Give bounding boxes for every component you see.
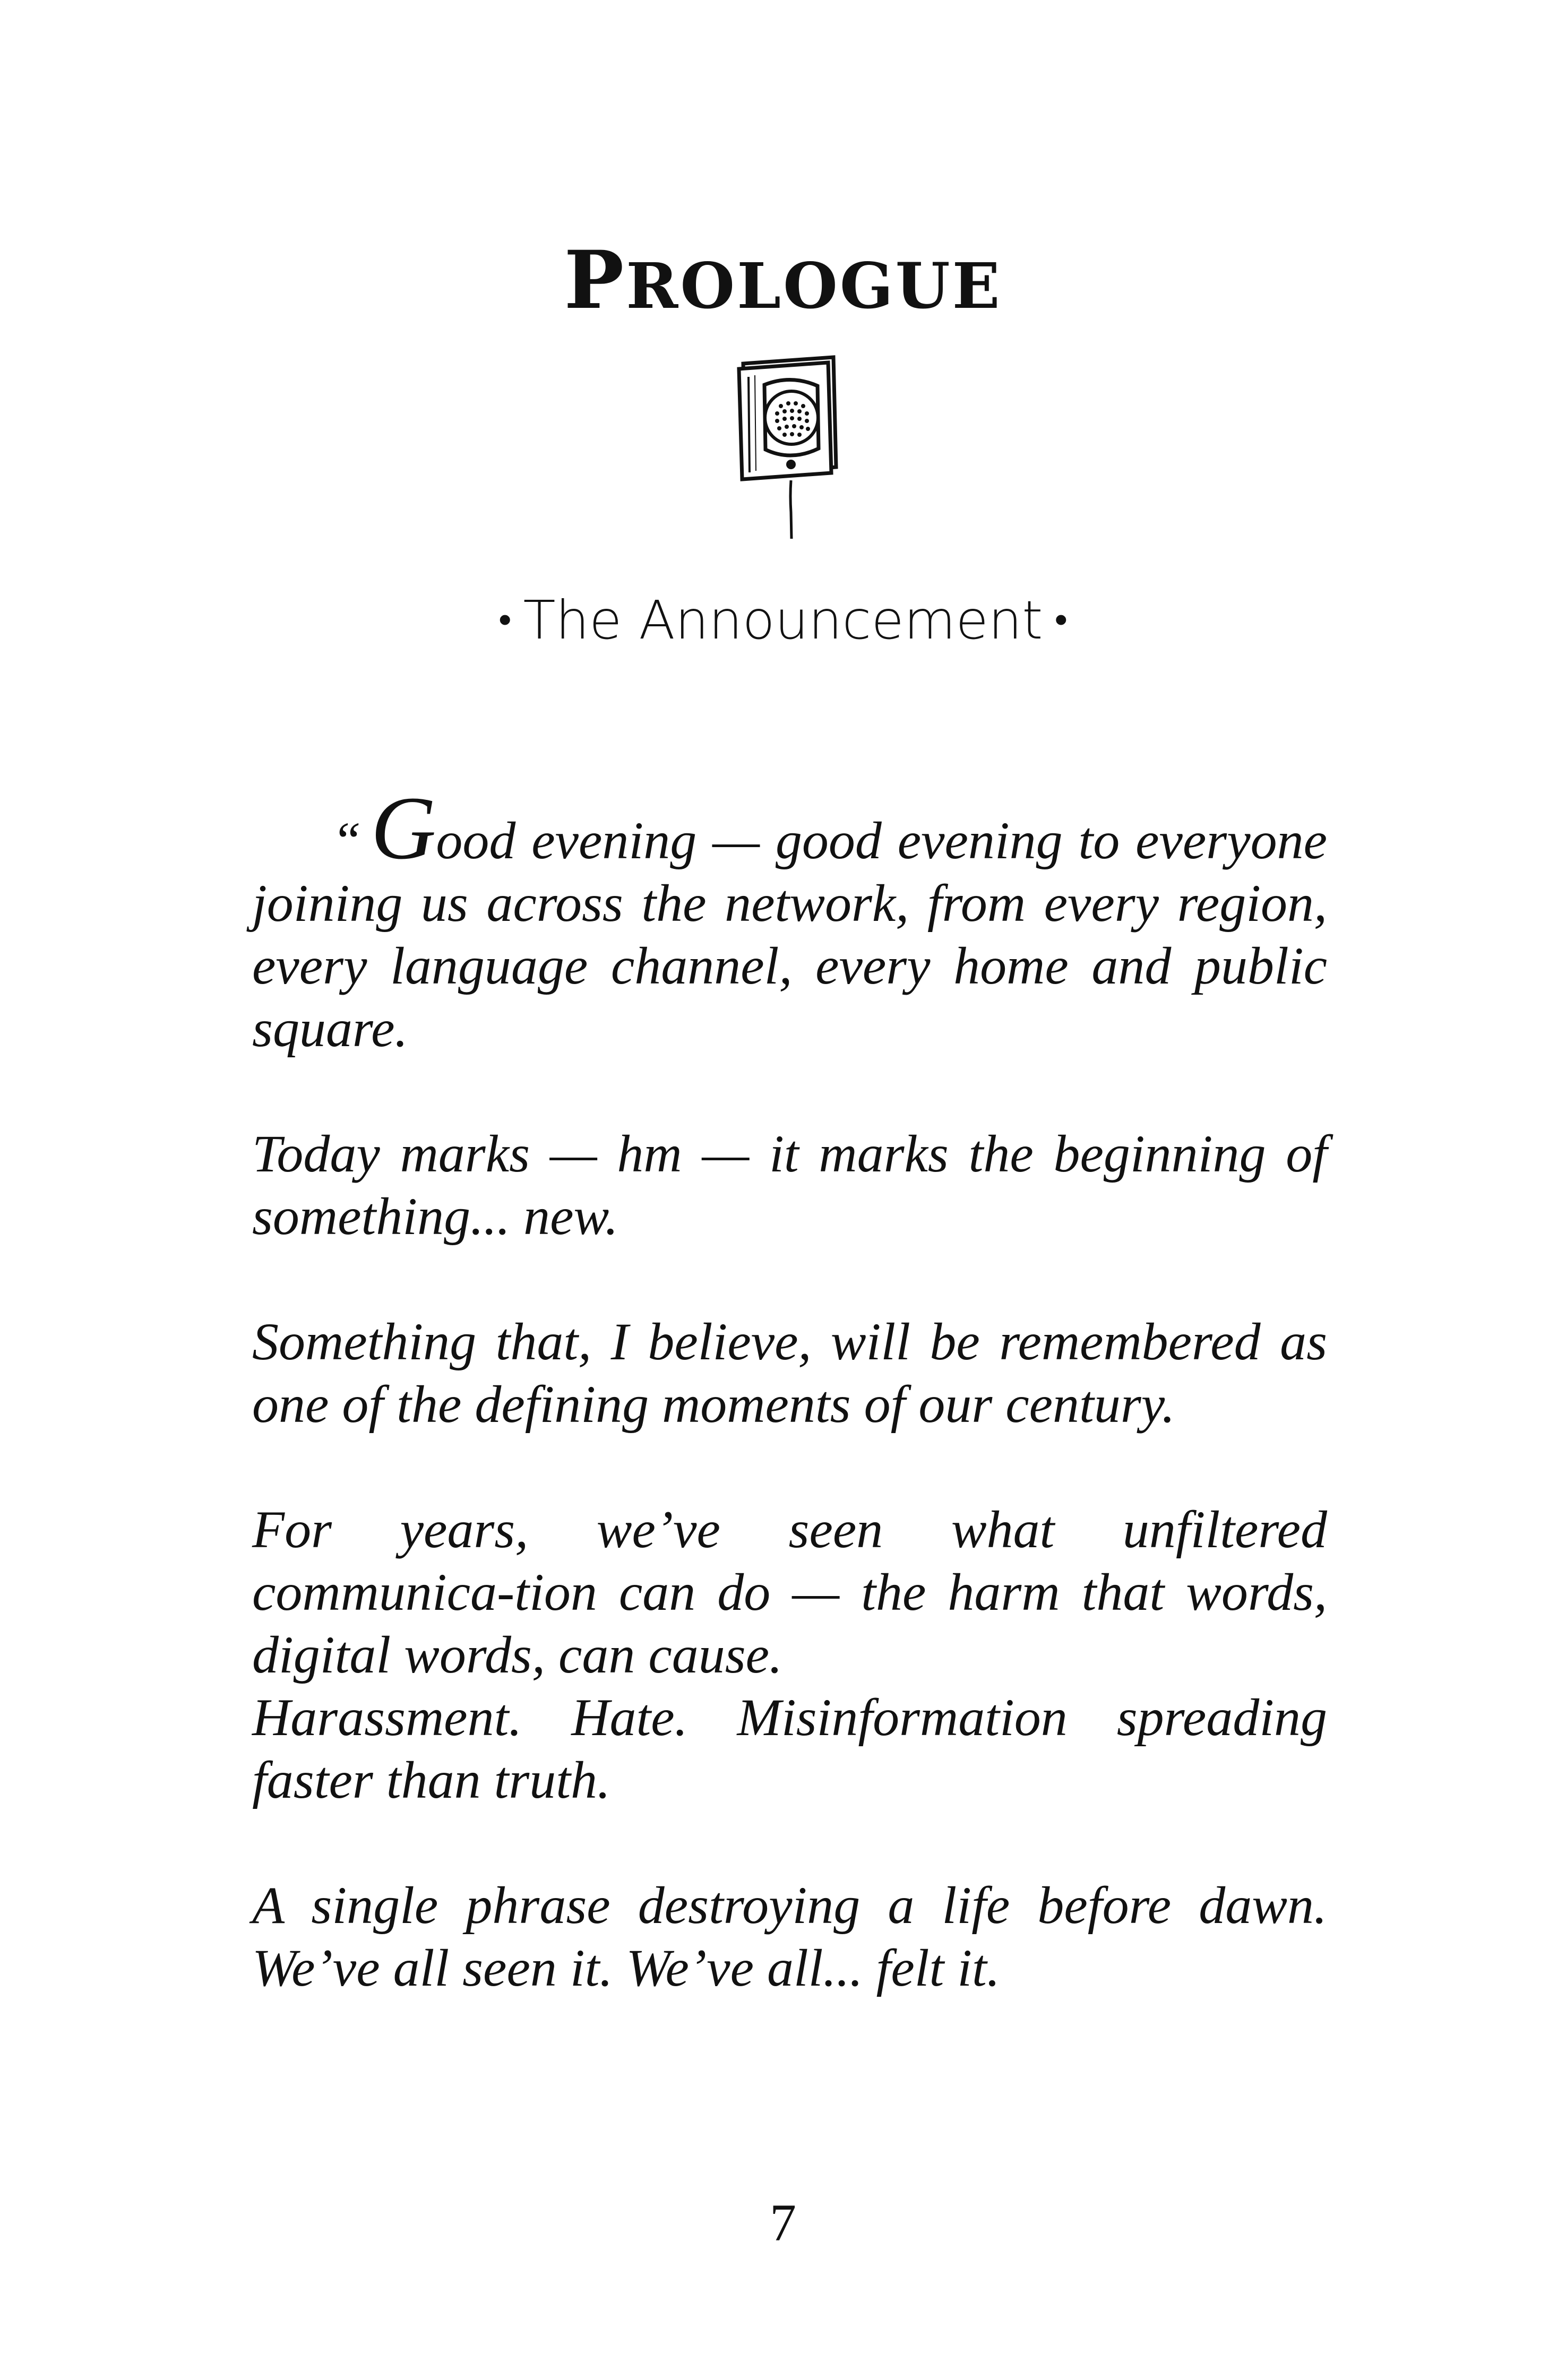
subtitle-text: The Announcement <box>523 589 1043 651</box>
paragraph-4b: Harassment. Hate. Misinformation spreading faster than truth. <box>252 1688 1327 1809</box>
chapter-title <box>0 234 1566 327</box>
paragraph-3: Something that, I believe, will be remembered as one of the defining moments of our century. <box>252 1312 1327 1434</box>
paragraph-5: A single phrase destroying a life before dawn. We’ve all seen it. We’ve all... felt it. <box>252 1876 1327 1997</box>
paragraph-1 <box>252 778 1327 1060</box>
drop-cap: G <box>371 778 436 878</box>
subtitle-right-dot: • <box>1054 598 1068 641</box>
chapter-title-initial: P <box>564 234 626 327</box>
paragraph-2: Today marks — hm — it marks the beginning of something... new. <box>252 1124 1327 1246</box>
paragraph-1-text: ood evening — good evening to everyone joining us across the network, from every region, every language channel, every home and public square. <box>252 811 1327 1058</box>
body-text <box>252 778 1327 2062</box>
subtitle-left-dot: • <box>498 598 512 641</box>
paragraph-4a: For years, we’ve seen what unfiltered communica-tion can do — the harm that words, digital words, can cause. <box>252 1500 1327 1684</box>
chapter-title-rest: ROLOGUE <box>626 249 1002 323</box>
chapter-subtitle <box>0 589 1566 651</box>
wall-speaker-icon <box>727 353 849 544</box>
page-number: 7 <box>770 2193 796 2252</box>
opening-quote: “ <box>332 811 362 870</box>
